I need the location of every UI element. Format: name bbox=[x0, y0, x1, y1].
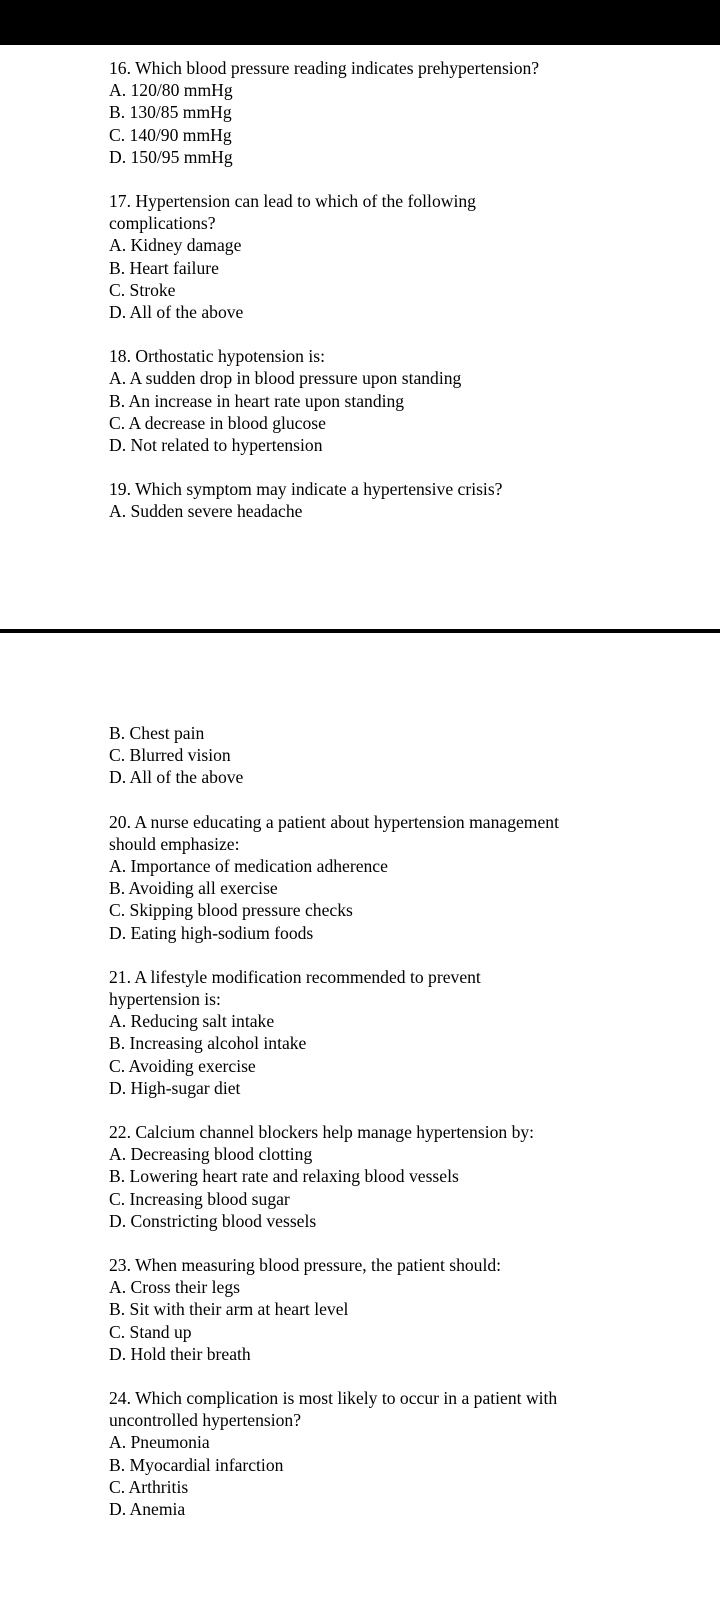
answer-option: D. Constricting blood vessels bbox=[109, 1210, 317, 1231]
document-page-2 bbox=[109, 722, 629, 1520]
answer-option: B. 130/85 mmHg bbox=[109, 102, 232, 123]
question-18 bbox=[109, 345, 629, 456]
answer-option: D. Not related to hypertension bbox=[109, 435, 323, 456]
question-20 bbox=[109, 811, 629, 944]
question-text: 22. Calcium channel blockers help manage hypertension by: bbox=[109, 1122, 535, 1143]
question-text: 24. Which complication is most likely to occur in a patient with bbox=[109, 1388, 558, 1409]
question-text: 17. Hypertension can lead to which of the following bbox=[109, 191, 476, 212]
document-page-1 bbox=[109, 57, 629, 523]
question-text: complications? bbox=[109, 213, 216, 234]
question-21 bbox=[109, 966, 629, 1099]
question-17 bbox=[109, 190, 629, 323]
question-text: 19. Which symptom may indicate a hypertensive crisis? bbox=[109, 479, 503, 500]
answer-option: B. Chest pain bbox=[109, 723, 205, 743]
question-19 bbox=[109, 478, 629, 522]
answer-option: C. Skipping blood pressure checks bbox=[109, 900, 353, 921]
answer-option: D. Anemia bbox=[109, 1499, 186, 1520]
answer-option: D. Hold their breath bbox=[109, 1343, 251, 1364]
question-text: 21. A lifestyle modification recommended to prevent bbox=[109, 966, 481, 987]
answer-option: B. Myocardial infarction bbox=[109, 1454, 284, 1475]
answer-option: A. Decreasing blood clotting bbox=[109, 1144, 313, 1165]
answer-option: B. Heart failure bbox=[109, 257, 219, 278]
question-text: hypertension is: bbox=[109, 989, 221, 1010]
answer-option: A. Pneumonia bbox=[109, 1432, 210, 1453]
answer-option: A. 120/80 mmHg bbox=[109, 80, 233, 101]
answer-option: A. Kidney damage bbox=[109, 235, 242, 256]
answer-option: B. Sit with their arm at heart level bbox=[109, 1299, 349, 1320]
question-23 bbox=[109, 1254, 629, 1365]
answer-option: C. Stroke bbox=[109, 279, 176, 300]
question-text: uncontrolled hypertension? bbox=[109, 1410, 302, 1431]
question-19-continued bbox=[109, 722, 629, 789]
answer-option: D. Eating high-sodium foods bbox=[109, 922, 314, 943]
question-22 bbox=[109, 1121, 629, 1232]
top-black-bar bbox=[0, 0, 720, 45]
answer-option: C. Stand up bbox=[109, 1321, 192, 1342]
answer-option: C. Arthritis bbox=[109, 1476, 189, 1497]
question-text: 16. Which blood pressure reading indicates prehypertension? bbox=[109, 58, 540, 78]
answer-option: B. An increase in heart rate upon standing bbox=[109, 390, 405, 411]
answer-option: D. 150/95 mmHg bbox=[109, 146, 233, 167]
question-16 bbox=[109, 57, 629, 168]
answer-option: A. Cross their legs bbox=[109, 1277, 240, 1298]
answer-option: C. A decrease in blood glucose bbox=[109, 412, 326, 433]
answer-option: D. High-sugar diet bbox=[109, 1077, 241, 1098]
answer-option: A. A sudden drop in blood pressure upon standing bbox=[109, 368, 462, 389]
answer-option: D. All of the above bbox=[109, 767, 244, 788]
answer-option: B. Avoiding all exercise bbox=[109, 878, 278, 899]
question-text: should emphasize: bbox=[109, 833, 240, 854]
answer-option: C. Blurred vision bbox=[109, 745, 231, 766]
page-divider bbox=[0, 629, 720, 633]
question-24 bbox=[109, 1387, 629, 1520]
answer-option: A. Reducing salt intake bbox=[109, 1011, 275, 1032]
question-text: 20. A nurse educating a patient about hypertension management bbox=[109, 811, 559, 832]
answer-option: A. Importance of medication adherence bbox=[109, 856, 388, 877]
answer-option: D. All of the above bbox=[109, 302, 244, 323]
question-text: 23. When measuring blood pressure, the patient should: bbox=[109, 1255, 502, 1276]
answer-option: C. Increasing blood sugar bbox=[109, 1188, 290, 1209]
answer-option: C. Avoiding exercise bbox=[109, 1055, 256, 1076]
question-text: 18. Orthostatic hypotension is: bbox=[109, 346, 325, 367]
answer-option: A. Sudden severe headache bbox=[109, 501, 303, 522]
answer-option: B. Increasing alcohol intake bbox=[109, 1033, 307, 1054]
answer-option: C. 140/90 mmHg bbox=[109, 124, 232, 145]
answer-option: B. Lowering heart rate and relaxing blood vessels bbox=[109, 1166, 459, 1187]
